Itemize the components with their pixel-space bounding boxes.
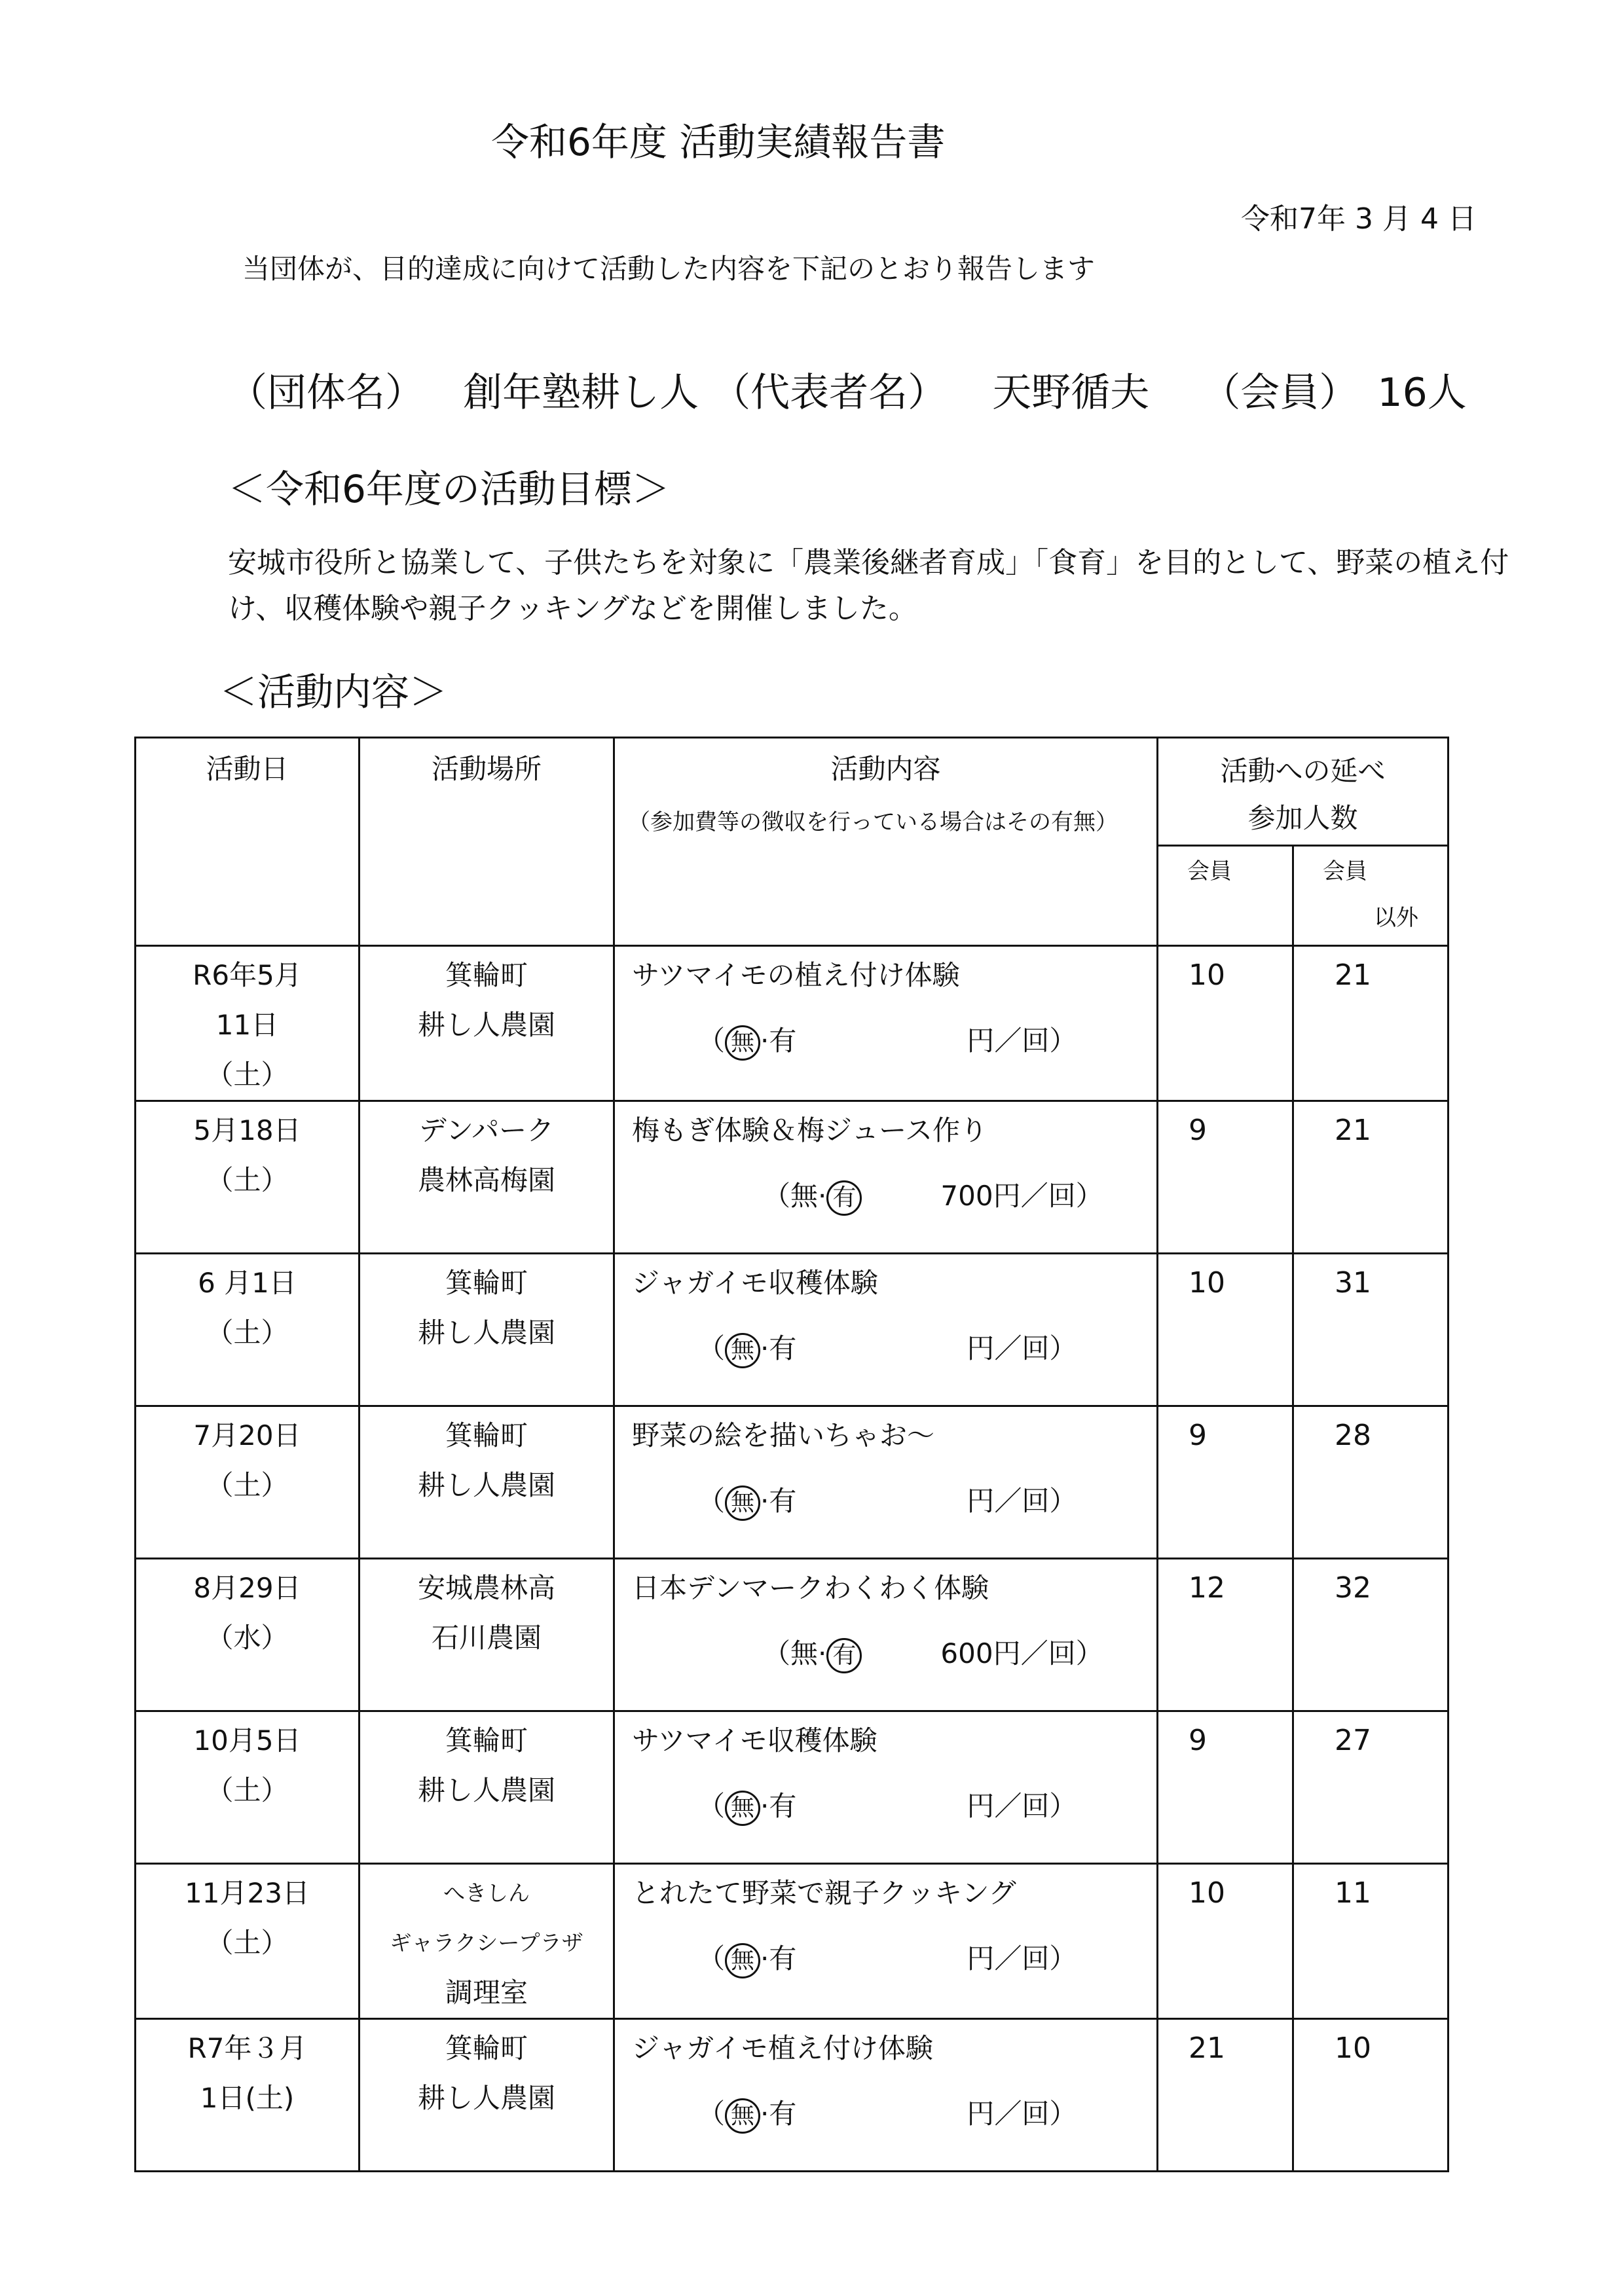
nonmember-count: 21: [1293, 946, 1449, 1101]
table-row: [136, 1711, 1449, 1864]
activity-content: [614, 1559, 1158, 1711]
activity-place-line: 安城農林高: [417, 1572, 555, 1604]
fee-open-paren: （: [697, 1332, 726, 1364]
table-row: [136, 946, 1449, 1101]
report-date: 令和7年 3 月 4 日: [1241, 202, 1477, 236]
fee-line: [632, 1476, 1156, 1526]
header-nonmembers-line1: 会員: [1323, 858, 1367, 884]
fee-amount: 700: [940, 1180, 993, 1212]
activity-description: ジャガイモ収穫体験: [632, 1267, 878, 1299]
activity-date-line: R7年３月: [187, 2032, 307, 2064]
activity-place-line: 農林高梅園: [417, 1164, 555, 1196]
fee-line: [632, 1016, 1156, 1066]
header-participants-line2: 参加人数: [1247, 802, 1358, 834]
activity-content: [614, 1864, 1158, 2019]
activity-place-line: ギャラクシープラザ: [390, 1930, 583, 1956]
activity-place-line: 箕輪町: [445, 1724, 528, 1757]
fee-none-option: 無: [725, 1025, 760, 1061]
fee-unit: 円／回）: [967, 1485, 1077, 1517]
activity-date: [136, 1711, 360, 1864]
group-info-line: [228, 361, 1467, 418]
fee-open-paren: （: [697, 1485, 726, 1517]
document-title: 令和6年度 活動実績報告書: [491, 120, 946, 164]
nonmember-count: 28: [1293, 1406, 1449, 1559]
fee-amount: 600: [940, 1637, 993, 1669]
activity-date: [136, 1101, 360, 1254]
activity-place-line: 箕輪町: [445, 1267, 528, 1299]
activity-place: [360, 1864, 614, 2019]
activity-table: [134, 737, 1449, 2172]
activity-content: [614, 2019, 1158, 2172]
activity-date-line: （土）: [206, 1164, 289, 1196]
nonmember-count: 11: [1293, 1864, 1449, 2019]
activity-place-line: 箕輪町: [445, 2032, 528, 2064]
activity-description: とれたて野菜で親子クッキング: [632, 1877, 1016, 1909]
fee-open-paren: （: [763, 1637, 791, 1669]
nonmember-count: 21: [1293, 1101, 1449, 1254]
activity-date-line: （土）: [206, 1927, 289, 1959]
activity-place-line: 箕輪町: [445, 1419, 528, 1451]
activity-description: サツマイモ収穫体験: [632, 1724, 877, 1757]
member-count: 21: [1158, 2019, 1293, 2172]
intro-text: 当団体が、目的達成に向けて活動した内容を下記のとおり報告します: [242, 253, 1096, 285]
activity-place-line: 耕し人農園: [417, 1009, 555, 1041]
fee-none-option: 無: [725, 1333, 760, 1368]
activity-date: [136, 1254, 360, 1406]
fee-none-option: 無: [725, 1943, 760, 1978]
activity-content: [614, 1711, 1158, 1864]
activity-place-line: へきしん: [443, 1880, 530, 1906]
activity-description: サツマイモの植え付け体験: [632, 959, 960, 991]
fee-has-option: 有: [769, 2098, 797, 2130]
member-count: 12: [1158, 1559, 1293, 1711]
activity-place: [360, 946, 614, 1101]
activity-date-line: 11月23日: [185, 1877, 310, 1909]
activity-date-line: （水）: [206, 1622, 289, 1654]
fee-none-option: 無: [725, 2098, 760, 2134]
fee-line: [632, 1171, 1156, 1221]
activity-date-line: 11日: [215, 1009, 279, 1041]
activity-date-line: 7月20日: [193, 1419, 301, 1451]
nonmember-count: 10: [1293, 2019, 1449, 2172]
fee-line: [632, 1934, 1156, 1984]
activity-content: [614, 946, 1158, 1101]
goal-heading: ＜令和6年度の活動目標＞: [228, 467, 670, 511]
fee-unit: 円／回）: [967, 1942, 1077, 1975]
activity-date-line: R6年5月: [193, 959, 302, 991]
fee-separator: ·: [818, 1637, 827, 1669]
header-participants-line1: 活動への延べ: [1220, 755, 1386, 787]
header-participants: [1158, 738, 1449, 846]
activity-date-line: 5月18日: [193, 1114, 301, 1146]
header-members: 会員: [1158, 846, 1293, 946]
header-content: [614, 738, 1158, 946]
table-row: [136, 1254, 1449, 1406]
activity-date-line: （土）: [206, 1059, 289, 1091]
table-row: [136, 2019, 1449, 2172]
fee-has-option: 有: [769, 1942, 797, 1975]
fee-has-option: 有: [769, 1332, 797, 1364]
activity-date: [136, 2019, 360, 2172]
activity-description: 梅もぎ体験＆梅ジュース作り: [632, 1114, 988, 1146]
activity-date-line: （土）: [206, 1317, 289, 1349]
activity-place: [360, 1711, 614, 1864]
member-count: 9: [1158, 1711, 1293, 1864]
group-name: 創年塾耕し人: [463, 370, 699, 416]
fee-none-option: 無: [790, 1637, 819, 1669]
fee-open-paren: （: [697, 2098, 726, 2130]
fee-none-option: 無: [790, 1180, 819, 1212]
activity-place-line: 箕輪町: [445, 959, 528, 991]
fee-open-paren: （: [697, 1790, 726, 1822]
fee-line: [632, 1629, 1156, 1679]
fee-line: [632, 1324, 1156, 1374]
representative-label: （代表者名）: [711, 370, 948, 416]
activity-place-line: デンパーク: [418, 1114, 555, 1146]
activity-date-line: 10月5日: [193, 1724, 301, 1757]
header-content-label: 活動内容: [830, 753, 941, 785]
fee-separator: ·: [818, 1180, 827, 1212]
fee-line: [632, 1781, 1156, 1831]
fee-unit: 円／回）: [993, 1180, 1103, 1212]
fee-unit: 円／回）: [967, 1332, 1077, 1364]
fee-none-option: 無: [725, 1791, 760, 1826]
representative-name: 天野循夫: [992, 370, 1150, 416]
header-nonmembers: [1293, 846, 1449, 946]
activity-date-line: 1日(土): [200, 2082, 295, 2114]
activity-description: 野菜の絵を描いちゃお～: [632, 1419, 935, 1451]
fee-has-option: 有: [769, 1790, 797, 1822]
fee-unit: 円／回）: [967, 1025, 1077, 1057]
activity-date: [136, 1406, 360, 1559]
fee-separator: ·: [760, 1025, 769, 1057]
nonmember-count: 27: [1293, 1711, 1449, 1864]
activity-place-line: 耕し人農園: [417, 1774, 555, 1806]
table-header-row: [136, 738, 1449, 846]
activity-date: [136, 946, 360, 1101]
fee-separator: ·: [760, 1485, 769, 1517]
fee-open-paren: （: [763, 1180, 791, 1212]
activity-place: [360, 1559, 614, 1711]
table-row: [136, 1406, 1449, 1559]
fee-separator: ·: [760, 2098, 769, 2130]
activity-content: [614, 1406, 1158, 1559]
fee-has-option: 有: [826, 1180, 862, 1216]
activity-content: [614, 1101, 1158, 1254]
fee-has-option: 有: [769, 1025, 797, 1057]
activity-place-line: 石川農園: [431, 1622, 542, 1654]
fee-line: [632, 2089, 1156, 2139]
nonmember-count: 31: [1293, 1254, 1449, 1406]
fee-has-option: 有: [769, 1485, 797, 1517]
fee-open-paren: （: [697, 1942, 726, 1975]
activity-date-line: 6 月1日: [198, 1267, 297, 1299]
member-count: 10: [1158, 946, 1293, 1101]
fee-unit: 円／回）: [967, 2098, 1077, 2130]
activity-description: ジャガイモ植え付け体験: [632, 2032, 933, 2064]
fee-unit: 円／回）: [993, 1637, 1103, 1669]
activity-date-line: 8月29日: [193, 1572, 301, 1604]
members-label: （会員）: [1201, 370, 1359, 416]
fee-open-paren: （: [697, 1025, 726, 1057]
fee-none-option: 無: [725, 1485, 760, 1521]
member-count: 10: [1158, 1864, 1293, 2019]
header-content-note: （参加費等の徴収を行っている場合はその有無）: [628, 809, 1118, 835]
activity-place-line: 耕し人農園: [417, 2082, 555, 2114]
header-place: 活動場所: [360, 738, 614, 946]
nonmember-count: 32: [1293, 1559, 1449, 1711]
activity-place: [360, 1101, 614, 1254]
activity-content: [614, 1254, 1158, 1406]
member-count: 10: [1158, 1254, 1293, 1406]
header-date: 活動日: [136, 738, 360, 946]
table-row: [136, 1559, 1449, 1711]
activity-place-line: 調理室: [445, 1977, 528, 2009]
fee-separator: ·: [760, 1942, 769, 1975]
activity-place: [360, 1254, 614, 1406]
activity-date: [136, 1864, 360, 2019]
activity-heading: ＜活動内容＞: [219, 670, 448, 714]
activity-description: 日本デンマークわくわく体験: [632, 1572, 989, 1604]
activity-date: [136, 1559, 360, 1711]
activity-place: [360, 2019, 614, 2172]
activity-date-line: （土）: [206, 1774, 289, 1806]
member-count: 9: [1158, 1406, 1293, 1559]
activity-place: [360, 1406, 614, 1559]
group-label: （団体名）: [228, 370, 424, 416]
header-nonmembers-line2: 以外: [1374, 905, 1418, 931]
fee-separator: ·: [760, 1790, 769, 1822]
activity-place-line: 耕し人農園: [417, 1469, 555, 1501]
table-row: [136, 1101, 1449, 1254]
fee-has-option: 有: [826, 1638, 862, 1673]
goal-text: 安城市役所と協業して、子供たちを対象に「農業後継者育成」「食育」を目的として、野菜の植え付け、収穫体験や親子クッキングなどを開催しました。: [228, 546, 1509, 625]
members-count: 16人: [1377, 370, 1467, 416]
fee-unit: 円／回）: [967, 1790, 1077, 1822]
activity-date-line: （土）: [206, 1469, 289, 1501]
fee-separator: ·: [760, 1332, 769, 1364]
table-row: [136, 1864, 1449, 2019]
member-count: 9: [1158, 1101, 1293, 1254]
activity-place-line: 耕し人農園: [417, 1317, 555, 1349]
